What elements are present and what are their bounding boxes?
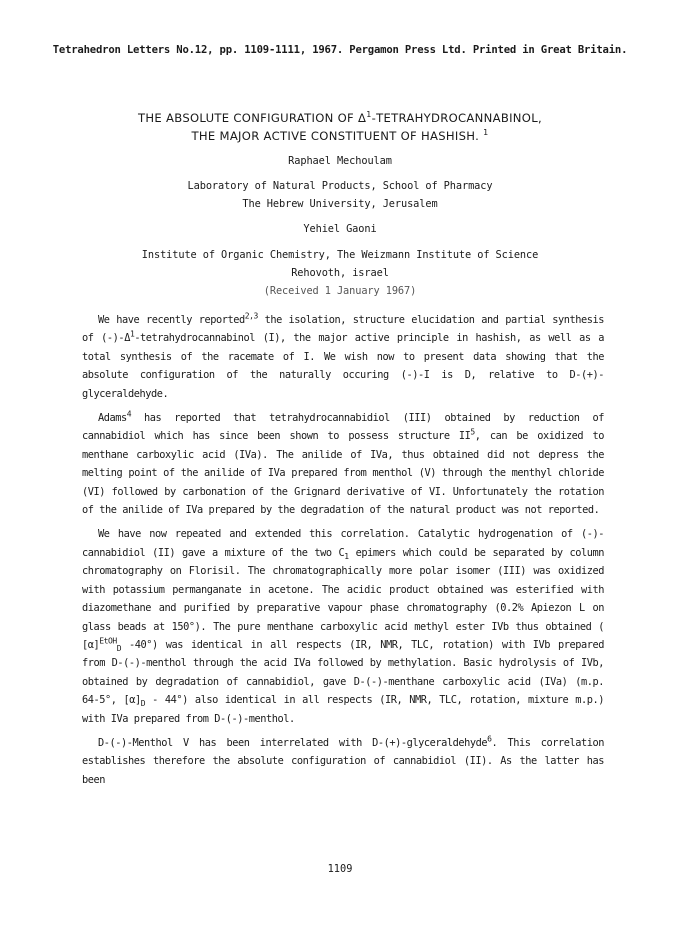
body-text: [82, 311, 604, 795]
journal-header: Tetrahedron Letters No.12, pp. 1109-1111, 1967. Pergamon Press Ltd. Printed in Great Britain.: [52, 44, 628, 56]
author-affiliation: The Hebrew University, Jerusalem: [242, 198, 438, 210]
paragraph: D-(-)-Menthol V has been interrelated with D-(+)-glyceraldehyde$^6$. This correlation establishes therefore the absolute configuration of cannabidiol (II). As the latter has been: [82, 734, 604, 786]
author-affiliation: Institute of Organic Chemistry, The Weizmann Institute of Science: [141, 249, 539, 261]
author-affiliation: Rehovoth, israel: [291, 267, 389, 279]
paper-title-line-1: THE ABSOLUTE CONFIGURATION OF $\Delta^1$-TETRAHYDROCANNABINOL,: [138, 110, 542, 125]
author-affiliation: Laboratory of Natural Products, School of Pharmacy: [187, 180, 493, 192]
paragraph: We have recently reported$^{2,3}$ the isolation, structure elucidation and partial synthesis of $(-)-\Delta^1$-tetrahydrocannabinol (I), the major active principle in hashish, as well as a total synthesis of the racemate of I. We wish now to present data showing that the absolute configuration of the naturally occuring (-)-I is D, relative to D-(+)-glyceraldehyde.: [82, 311, 604, 400]
paper-title-line-2: THE MAJOR ACTIVE CONSTITUENT OF HASHISH. $^1$: [191, 128, 489, 143]
page-number: 1109: [327, 863, 353, 875]
paragraph: Adams$^4$ has reported that tetrahydrocannabidiol (III) obtained by reduction of cannabidiol which has since been shown to possess structure $II^5$, can be oxidized to menthane carboxylic acid (IVa). The anilide of IVa, thus obtained did not depress the melting point of the anilide of IVa prepared from menthol (V) through the menthyl chloride (VI) followed by carbonation of the Grignard derivative of VI. Unfortunately the rotation of the anilide of IVa prepared by the degradation of the natural product was not reported.: [82, 409, 604, 517]
paragraph: We have now repeated and extended this correlation. Catalytic hydrogenation of (-)-cannabidiol (II) gave a mixture of the two $C_1$ epimers which could be separated by column chromatography on Florisil. The chromatographically more polar isomer (III) was oxidized with potassium permanganate in acetone. The acidic product obtained was esterified with diazomethane and purified by preparative vapour phase chromatography (0.2% Apiezon L on glass beads at 150°). The pure menthane carboxylic acid methyl ester IVb thus obtained ( $[\alpha]^{EtOH}_D$ -40°) was identical in all respects (IR, NMR, TLC, rotation) with IVb prepared from D-(-)-menthol through the acid IVa followed by methylation. Basic hydrolysis of IVb, obtained by degradation of cannabidiol, gave D-(-)-menthane carboxylic acid (IVa) (m.p. 64-5°, $[\alpha]_D - 44^\circ$) also identical in all respects (IR, NMR, TLC, rotation, mixture m.p.) with IVa prepared from D-(-)-menthol.: [82, 528, 605, 725]
received-date: (Received 1 January 1967): [263, 285, 417, 297]
author-name: Raphael Mechoulam: [288, 155, 392, 167]
author-name: Yehiel Gaoni: [303, 223, 377, 235]
